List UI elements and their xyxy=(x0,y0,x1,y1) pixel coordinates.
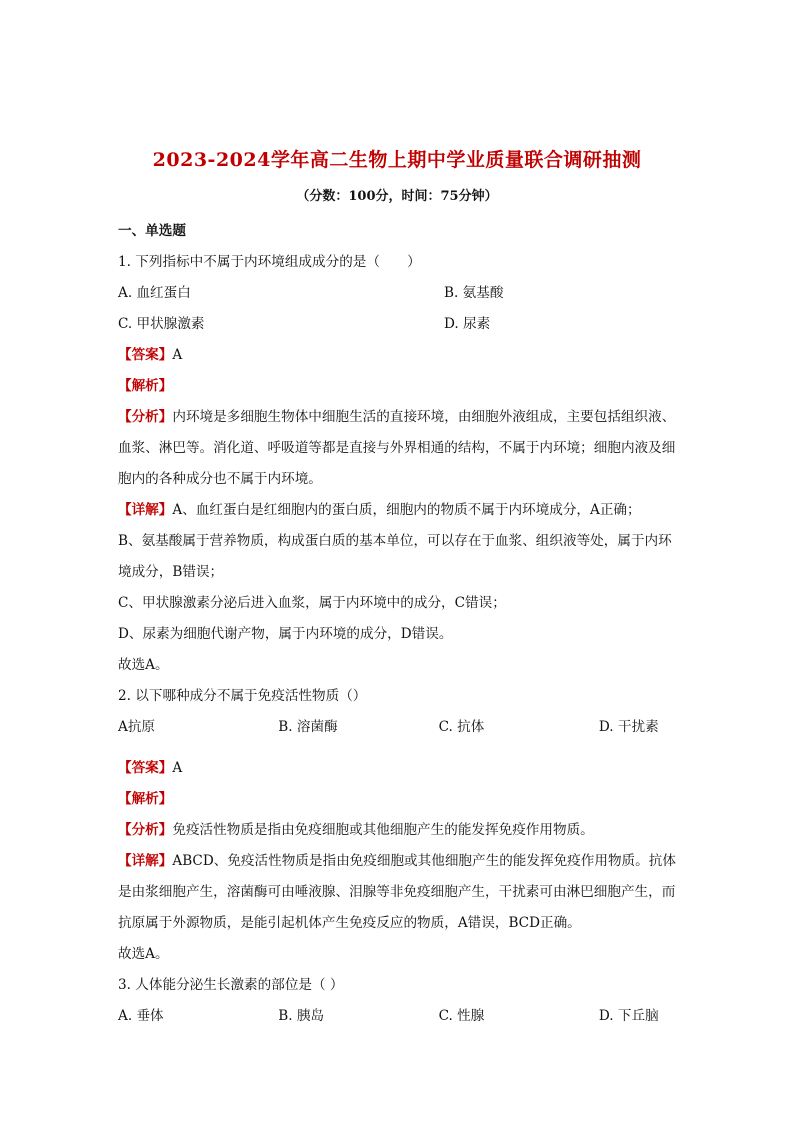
detail-text: A、血红蛋白是红细胞内的蛋白质，细胞内的物质不属于内环境成分，A正确； xyxy=(172,502,641,518)
detail-b: B、氨基酸属于营养物质，构成蛋白质的基本单位，可以存在于血浆、组织液等处，属于内环境成分，B错误； xyxy=(118,533,672,580)
option-b: B. 胰岛 xyxy=(278,1008,325,1024)
question-1-options-2 xyxy=(118,309,678,340)
option-d: D. 下丘脑 xyxy=(598,1008,659,1024)
analysis-paragraph xyxy=(118,402,678,495)
answer-tag: 【答案】 xyxy=(118,347,173,363)
detail-tag: 【详解】 xyxy=(118,502,173,518)
question-1-options xyxy=(118,278,678,309)
fenxi-text: 免疫活性物质是指由免疫细胞或其他细胞产生的能发挥免疫作用物质。 xyxy=(172,822,594,838)
detail-d: D、尿素为细胞代谢产物，属于内环境的成分，D错误。 xyxy=(118,626,453,642)
detail-tag: 【详解】 xyxy=(118,853,173,869)
question-2-options xyxy=(118,712,678,743)
detail-text: ABCD、免疫活性物质是指由免疫细胞或其他细胞产生的能发挥免疫作用物质。抗体是由浆细胞产生，溶菌酶可由唾液腺、泪腺等非免疫细胞产生，干扰素可由淋巴细胞产生，而抗原属于外源物质，是能引起机体产生免疫反应的物质，A错误，BCD正确。 xyxy=(118,853,676,931)
question-1-stem: 1. 下列指标中不属于内环境组成成分的是（ ） xyxy=(118,254,421,270)
detail-c: C、甲状腺激素分泌后进入血浆，属于内环境中的成分，C错误； xyxy=(118,595,506,611)
fenxi-text: 内环境是多细胞生物体中细胞生活的直接环境，由细胞外液组成，主要包括组织液、血浆、淋巴等。消化道、呼吸道等都是直接与外界相通的结构，不属于内环境；细胞内液及细胞内的各种成分也不属于内环境。 xyxy=(118,409,676,487)
conclusion: 故选A。 xyxy=(118,946,169,962)
detail-paragraph xyxy=(118,495,678,526)
option-d: D. 干扰素 xyxy=(598,719,659,735)
page-title: 2023-2024学年高二生物上期中学业质量联合调研抽测 xyxy=(152,149,642,171)
option-b: B. 氨基酸 xyxy=(444,285,504,301)
detail-paragraph xyxy=(118,846,678,939)
fenxi-tag: 【分析】 xyxy=(118,822,173,838)
section-heading: 一、单选题 xyxy=(118,223,186,239)
answer-line xyxy=(118,340,678,371)
option-c: C. 抗体 xyxy=(438,719,485,735)
option-a: A. 血红蛋白 xyxy=(118,285,191,301)
question-3-stem: 3. 人体能分泌生长激素的部位是（ ） xyxy=(118,977,344,993)
option-a: A. 垂体 xyxy=(118,1008,164,1024)
analysis-tag: 【解析】 xyxy=(118,791,173,807)
analysis-tag: 【解析】 xyxy=(118,378,173,394)
fenxi-tag: 【分析】 xyxy=(118,409,173,425)
question-2-stem: 2. 以下哪种成分不属于免疫活性物质（） xyxy=(118,688,367,704)
option-a: A抗原 xyxy=(118,719,156,735)
document-body xyxy=(118,216,678,1032)
answer-value: A xyxy=(172,347,183,363)
option-d: D. 尿素 xyxy=(444,316,491,332)
option-b: B. 溶菌酶 xyxy=(278,719,338,735)
option-c: C. 性腺 xyxy=(438,1008,485,1024)
analysis-paragraph xyxy=(118,815,678,846)
answer-tag: 【答案】 xyxy=(118,760,173,776)
answer-value: A xyxy=(172,760,183,776)
page-subtitle: （分数：100分，时间：75分钟） xyxy=(296,189,498,204)
conclusion: 故选A。 xyxy=(118,657,169,673)
option-c: C. 甲状腺激素 xyxy=(118,316,205,332)
answer-line xyxy=(118,753,678,784)
question-3-options xyxy=(118,1001,678,1032)
